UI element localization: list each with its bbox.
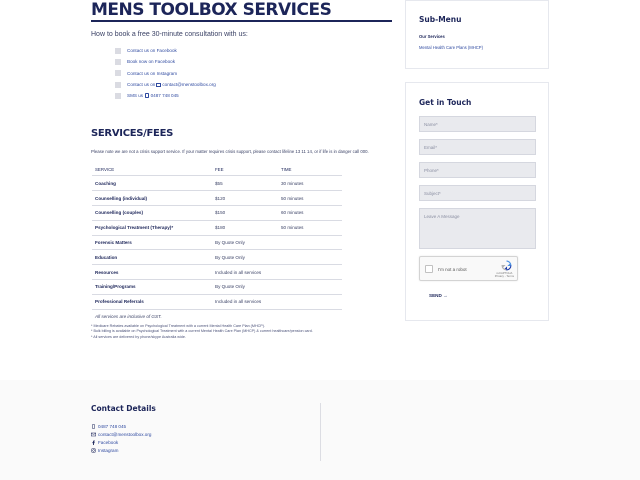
table-row bbox=[92, 250, 342, 265]
service-time: 50 minutes bbox=[278, 220, 342, 235]
email-field[interactable]: Email* bbox=[419, 139, 536, 155]
service-time bbox=[278, 235, 342, 250]
mail-icon bbox=[91, 432, 96, 437]
submenu-heading: Sub-Menu bbox=[419, 15, 462, 24]
instagram-icon bbox=[91, 448, 96, 453]
footer-contact-details bbox=[91, 404, 156, 455]
table-row bbox=[92, 176, 342, 191]
column-header-time: TIME bbox=[278, 164, 342, 176]
contact-options-list bbox=[115, 45, 393, 101]
service-name: Coaching bbox=[92, 176, 212, 191]
contact-sms-link[interactable]: 0487 748 045 bbox=[150, 93, 179, 99]
table-row bbox=[92, 235, 342, 250]
footer-item-instagram[interactable] bbox=[91, 447, 156, 455]
service-time bbox=[278, 250, 342, 265]
table-row bbox=[92, 294, 342, 309]
service-time bbox=[278, 280, 342, 295]
facebook-icon bbox=[91, 440, 96, 445]
recaptcha-widget bbox=[419, 256, 518, 281]
gst-note-row bbox=[92, 309, 342, 323]
table-header-row bbox=[92, 164, 342, 176]
gst-note: All services are inclusive of GST. bbox=[95, 313, 162, 319]
contact-option-label[interactable]: Book now on Facebook bbox=[127, 59, 176, 65]
service-fee: By Quote Only bbox=[212, 235, 278, 250]
contact-option-email[interactable] bbox=[115, 79, 393, 90]
table-row bbox=[92, 280, 342, 295]
service-fee: $55 bbox=[212, 176, 278, 191]
service-fee: $120 bbox=[212, 191, 278, 206]
subject-field[interactable]: Subject* bbox=[419, 185, 536, 201]
contact-option-facebook[interactable] bbox=[115, 45, 393, 56]
contact-option-prefix: Contact us on bbox=[127, 82, 156, 88]
submenu-item-our-services[interactable]: Our Services bbox=[419, 34, 445, 39]
column-header-service: SERVICE bbox=[92, 164, 212, 176]
recaptcha-footer bbox=[495, 272, 514, 278]
name-field[interactable]: Name* bbox=[419, 116, 536, 132]
service-name: Education bbox=[92, 250, 212, 265]
footer-divider bbox=[320, 403, 321, 461]
service-name: Counselling (couples) bbox=[92, 206, 212, 221]
table-row bbox=[92, 265, 342, 280]
submenu-item-mhcp[interactable]: Mental Health Care Plans (MHCP) bbox=[419, 45, 483, 50]
submenu-card bbox=[405, 0, 549, 69]
contact-option-label[interactable]: Contact us on Facebook bbox=[127, 48, 177, 54]
service-fee: By Quote Only bbox=[212, 250, 278, 265]
crisis-note: Please note we are not a crisis support service. If your matter requires crisis support, please contact lifeline 13 11 14, or if life is in danger call 000. bbox=[91, 149, 369, 155]
recaptcha-checkbox[interactable] bbox=[425, 265, 433, 273]
service-fee: Included in all services bbox=[212, 294, 278, 309]
contact-form-card bbox=[405, 82, 549, 321]
recaptcha-brand: reCAPTCHA bbox=[496, 271, 513, 275]
grid-bullet-icon bbox=[115, 59, 121, 65]
contact-option-label[interactable]: Contact us on Instagram bbox=[127, 70, 178, 76]
booking-intro: How to book a free 30-minute consultation with us: bbox=[91, 31, 248, 38]
footnote-bulk-billing: * Bulk billing is available on Psychological Treatment with a current Mental Health Care Plan (MHCP) & current healthcare/pension card. bbox=[91, 329, 313, 334]
footer-phone-label[interactable]: 0487 748 045 bbox=[98, 424, 127, 430]
footnote-delivery: * All services are delivered by phone/skype Australia wide. bbox=[91, 334, 186, 339]
footnotes bbox=[91, 324, 393, 340]
page-title: MENS TOOLBOX SERVICES bbox=[91, 0, 332, 20]
table-row bbox=[92, 206, 342, 221]
services-fees-table bbox=[92, 164, 342, 323]
service-time: 60 minutes bbox=[278, 206, 342, 221]
footer-facebook-label[interactable]: Facebook bbox=[98, 440, 119, 446]
contact-option-sms[interactable] bbox=[115, 90, 393, 101]
contact-form-heading: Get in Touch bbox=[419, 98, 472, 107]
footer-item-phone[interactable] bbox=[91, 423, 156, 431]
contact-email-link[interactable]: contact@menstoolbox.org bbox=[162, 82, 216, 88]
footer bbox=[0, 380, 640, 480]
title-underline bbox=[91, 20, 392, 22]
contact-option-book-facebook[interactable] bbox=[115, 56, 393, 67]
phone-icon bbox=[91, 424, 96, 429]
footnote-medicare: * Medicare Rebates available on Psychological Treatment with a current Mental Health Care Plan (MHCP). bbox=[91, 324, 266, 329]
service-name: Resources bbox=[92, 265, 212, 280]
service-time bbox=[278, 294, 342, 309]
grid-bullet-icon bbox=[115, 48, 121, 54]
mail-icon bbox=[156, 83, 161, 87]
send-button[interactable]: SEND → bbox=[429, 293, 448, 298]
main-content bbox=[91, 0, 393, 340]
footer-instagram-label[interactable]: Instagram bbox=[98, 448, 119, 454]
service-name: Professional Referrals bbox=[92, 294, 212, 309]
service-fee: $180 bbox=[212, 220, 278, 235]
table-row bbox=[92, 191, 342, 206]
services-fees-heading: SERVICES/FEES bbox=[91, 128, 174, 140]
grid-bullet-icon bbox=[115, 82, 121, 88]
recaptcha-label: I'm not a robot bbox=[438, 266, 467, 272]
footer-heading: Contact Details bbox=[91, 404, 156, 413]
footer-contact-list bbox=[91, 423, 156, 455]
contact-option-prefix: SMS us bbox=[127, 93, 144, 99]
service-name: Training/Programs bbox=[92, 280, 212, 295]
message-field[interactable]: Leave A Message bbox=[419, 208, 536, 249]
service-fee: $150 bbox=[212, 206, 278, 221]
contact-option-instagram[interactable] bbox=[115, 68, 393, 79]
footer-item-email[interactable] bbox=[91, 431, 156, 439]
service-name: Counselling (individual) bbox=[92, 191, 212, 206]
recaptcha-logo-icon bbox=[501, 260, 512, 271]
phone-icon bbox=[145, 93, 149, 98]
service-fee: By Quote Only bbox=[212, 280, 278, 295]
phone-field[interactable]: Phone* bbox=[419, 162, 536, 178]
footer-email-label[interactable]: contact@menstoolbox.org bbox=[98, 432, 152, 438]
service-time: 30 minutes bbox=[278, 176, 342, 191]
service-time bbox=[278, 265, 342, 280]
service-fee: Included in all services bbox=[212, 265, 278, 280]
table-row bbox=[92, 220, 342, 235]
column-header-fee: FEE bbox=[212, 164, 278, 176]
grid-bullet-icon bbox=[115, 93, 121, 99]
grid-bullet-icon bbox=[115, 70, 121, 76]
footer-item-facebook[interactable] bbox=[91, 439, 156, 447]
service-name: Psychological Treatment (Therapy)* bbox=[92, 220, 212, 235]
service-name: Forensic Matters bbox=[92, 235, 212, 250]
service-time: 50 minutes bbox=[278, 191, 342, 206]
recaptcha-links[interactable]: Privacy - Terms bbox=[494, 274, 514, 279]
